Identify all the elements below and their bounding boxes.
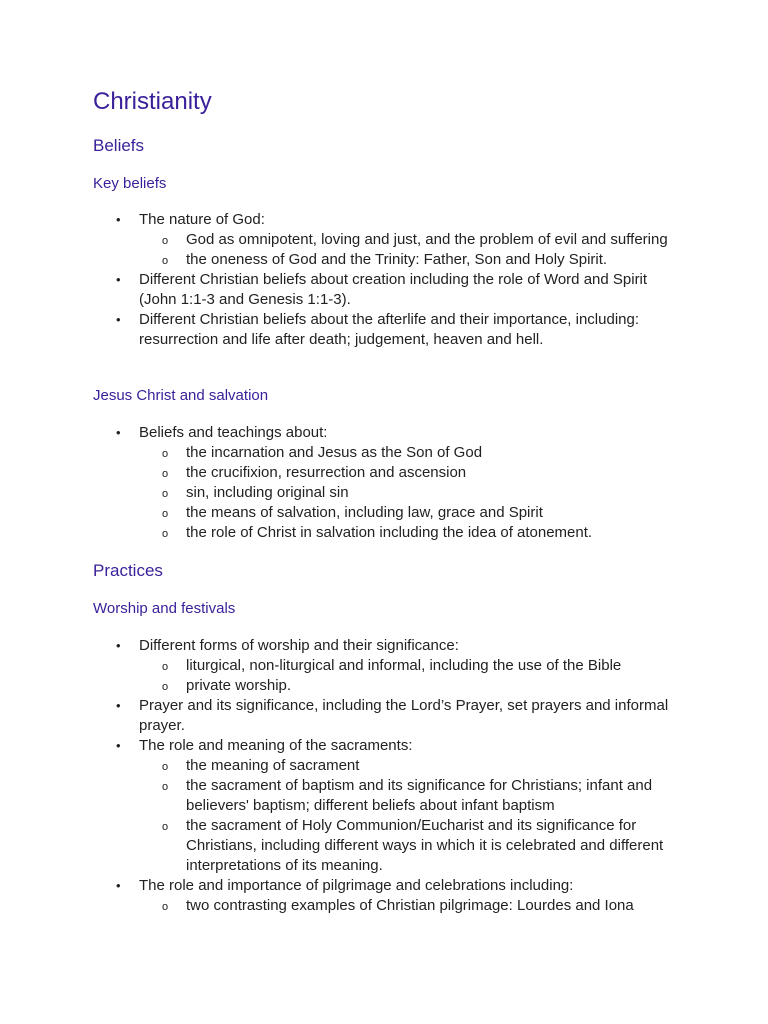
- sub-list-item: o sin, including original sin: [139, 483, 673, 503]
- list-item-text: Beliefs and teachings about:: [139, 424, 328, 441]
- list-item-text: The nature of God:: [139, 211, 265, 228]
- sub-list-item: o the incarnation and Jesus as the Son of God: [139, 443, 673, 463]
- list-item: [93, 310, 673, 350]
- list-item-text: Different forms of worship and their significance:: [139, 637, 459, 654]
- sub-list: [139, 443, 673, 543]
- sub-list-item: o the meaning of sacrament: [139, 756, 673, 776]
- list-item: [93, 210, 673, 270]
- list-item: [93, 696, 673, 736]
- list-item-text: The role and importance of pilgrimage and celebrations including:: [139, 877, 574, 894]
- subsection-heading-jesus-christ-and-salvation: Jesus Christ and salvation: [93, 387, 269, 404]
- sub-list-item: o private worship.: [139, 676, 673, 696]
- list-item-text: The role and meaning of the sacraments:: [139, 737, 413, 754]
- subsection-heading-key-beliefs: Key beliefs: [93, 175, 167, 192]
- list-item: [93, 636, 673, 696]
- key-beliefs-list: [93, 210, 673, 350]
- sub-list-item: o the means of salvation, including law, grace and Spirit: [139, 503, 673, 523]
- subsection-heading-worship-and-festivals: Worship and festivals: [93, 600, 236, 617]
- sub-list-item: o the crucifixion, resurrection and ascension: [139, 463, 673, 483]
- sub-list-item: o two contrasting examples of Christian pilgrimage: Lourdes and Iona: [139, 896, 673, 916]
- page-title: Christianity: [93, 88, 212, 115]
- list-item: [93, 423, 673, 543]
- sub-list: [139, 656, 673, 696]
- list-item-text: Prayer and its significance, including the Lord’s Prayer, set prayers and informal prayer.: [139, 697, 669, 734]
- list-item: [93, 270, 673, 310]
- jesus-christ-and-salvation-list: [93, 423, 673, 543]
- sub-list-item: o the role of Christ in salvation including the idea of atonement.: [139, 523, 673, 543]
- list-item: [93, 876, 673, 916]
- list-item: [93, 736, 673, 876]
- sub-list-item: o liturgical, non-liturgical and informal, including the use of the Bible: [139, 656, 673, 676]
- sub-list-item: o God as omnipotent, loving and just, and the problem of evil and suffering: [139, 230, 673, 250]
- sub-list: [139, 230, 673, 270]
- sub-list-item: o the oneness of God and the Trinity: Father, Son and Holy Spirit.: [139, 250, 673, 270]
- sub-list: [139, 756, 673, 876]
- section-heading-beliefs: Beliefs: [93, 136, 145, 155]
- worship-and-festivals-list: [93, 636, 673, 916]
- sub-list-item: o the sacrament of Holy Communion/Eucharist and its significance for Christians, including different ways in which it is celebrated and different interpretations of its meaning.: [139, 816, 673, 876]
- section-heading-practices: Practices: [93, 561, 163, 580]
- sub-list-item: o the sacrament of baptism and its significance for Christians; infant and believers' baptism; different beliefs about infant baptism: [139, 776, 673, 816]
- sub-list: [139, 896, 673, 916]
- list-item-text: Different Christian beliefs about creation including the role of Word and Spirit (John 1:1-3 and Genesis 1:1-3).: [139, 271, 648, 308]
- list-item-text: Different Christian beliefs about the afterlife and their importance, including: resurrection and life after death; judgement, heaven and hell.: [139, 311, 640, 348]
